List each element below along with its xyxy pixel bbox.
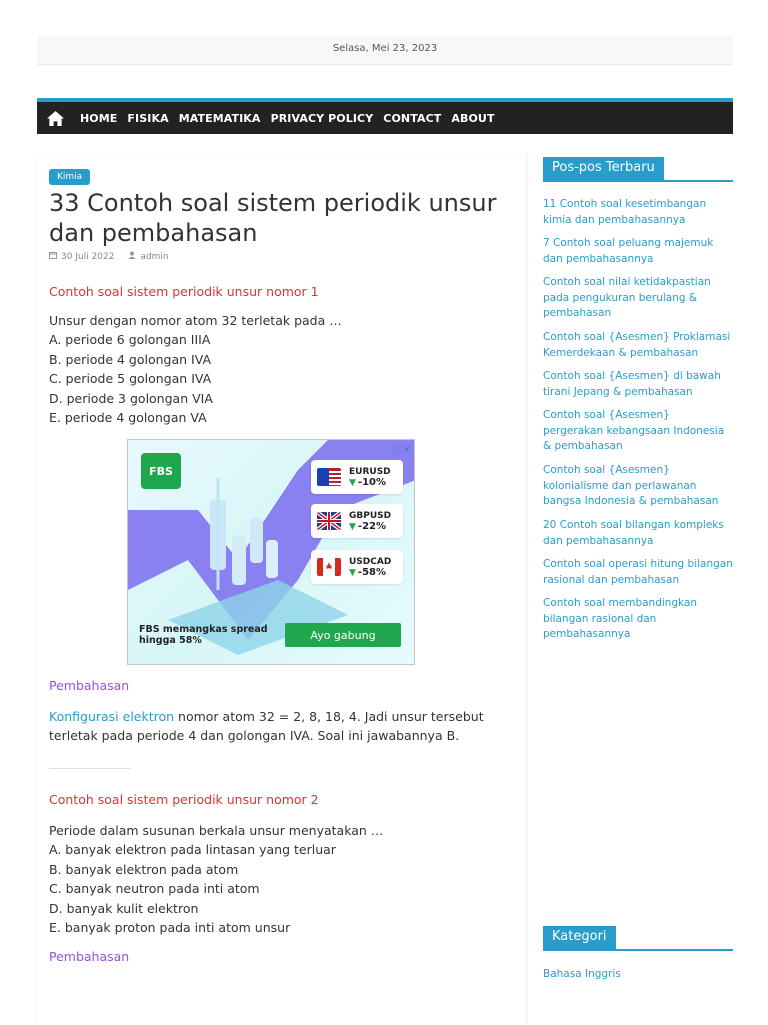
home-icon[interactable]: [38, 102, 72, 134]
question-2-option-d: D. banyak kulit elektron: [49, 900, 199, 916]
eu-us-flag-icon: [317, 468, 341, 486]
ad-footer-text: [139, 624, 268, 646]
pembahasan-1-text: [49, 707, 519, 746]
user-icon: [128, 251, 136, 262]
question-1-option-e: E. periode 4 golongan VA: [49, 410, 207, 426]
ad-cta-button[interactable]: Ayo gabung: [285, 623, 401, 647]
calendar-icon: [49, 251, 57, 262]
ticker-change: -10%: [357, 476, 387, 488]
category-link[interactable]: Bahasa Inggris: [543, 968, 621, 980]
ad-ticker-usdcad: [311, 550, 403, 584]
nav-fisika[interactable]: FISIKA: [127, 111, 169, 125]
recent-post-link[interactable]: Contoh soal {Asesmen} pergerakan kebangsaan Indonesia & pembahasan: [543, 409, 725, 452]
question-2-heading: Contoh soal sistem periodik unsur nomor 2: [49, 792, 319, 807]
article-meta: [49, 251, 173, 262]
ticker-change: -58%: [357, 566, 387, 578]
fbs-logo: FBS: [141, 453, 181, 489]
ticker-symbol: USDCAD: [349, 556, 392, 567]
kategori-title: Kategori: [543, 926, 616, 950]
down-arrow-icon: ▼: [349, 567, 356, 578]
recent-post-link[interactable]: Contoh soal {Asesmen} di bawah tirani Jepang & pembahasan: [543, 370, 721, 398]
canada-flag-icon: [317, 558, 341, 576]
nav-home[interactable]: HOME: [80, 111, 118, 125]
nav-privacy-policy[interactable]: PRIVACY POLICY: [270, 111, 374, 125]
recent-post-link[interactable]: 20 Contoh soal bilangan kompleks dan pembahasannya: [543, 519, 724, 547]
question-1-option-b: B. periode 4 golongan IVA: [49, 351, 212, 367]
question-2-option-a: A. banyak elektron pada lintasan yang terluar: [49, 842, 336, 858]
question-2-option-b: B. banyak elektron pada atom: [49, 861, 239, 877]
recent-post-link[interactable]: Contoh soal nilai ketidakpastian pada pengukuran berulang & pembahasan: [543, 276, 711, 319]
konfigurasi-elektron-link[interactable]: Konfigurasi elektron: [49, 709, 175, 724]
ad-ticker-gbpusd: [311, 504, 403, 538]
advertisement-banner[interactable]: [127, 439, 415, 665]
ticker-symbol: GBPUSD: [349, 510, 392, 521]
ticker-change: -22%: [357, 520, 387, 532]
article-title: 33 Contoh soal sistem periodik unsur dan pembahasan: [49, 189, 497, 247]
question-1-option-c: C. periode 5 golongan IVA: [49, 371, 212, 387]
nav-matematika[interactable]: MATEMATIKA: [178, 111, 261, 125]
question-1-option-d: D. periode 3 golongan VIA: [49, 390, 213, 406]
recent-post-link[interactable]: Contoh soal operasi hitung bilangan rasional dan pembahasan: [543, 558, 733, 586]
ticker-symbol: EURUSD: [349, 466, 391, 477]
recent-posts-widget-title: [543, 156, 733, 182]
question-1-stem: Unsur dengan nomor atom 32 terletak pada …: [49, 313, 342, 328]
down-arrow-icon: ▼: [349, 477, 356, 488]
uk-flag-icon: [317, 512, 341, 530]
recent-post-link[interactable]: Contoh soal {Asesmen} kolonialisme dan perlawanan bangsa Indonesia & pembahasan: [543, 464, 719, 507]
question-2-option-c: C. banyak neutron pada inti atom: [49, 881, 260, 897]
recent-posts-title: Pos-pos Terbaru: [543, 157, 664, 181]
category-badge[interactable]: Kimia: [49, 169, 90, 185]
top-date-bar: [37, 35, 733, 65]
post-date[interactable]: 30 Juli 2022: [61, 251, 115, 262]
kategori-widget-title: [543, 925, 733, 951]
recent-post-link[interactable]: Contoh soal membandingkan bilangan rasional dan pembahasannya: [543, 597, 698, 640]
ad-ticker-eurusd: [311, 460, 403, 494]
question-1-body: [49, 311, 519, 427]
pembahasan-1-answer: nomor atom 32 = 2, 8, 18, 4. Jadi unsur tersebut terletak pada periode 4 dan golongan IVA. Soal ini jawabannya B.: [49, 709, 484, 744]
nav-about[interactable]: ABOUT: [451, 111, 495, 125]
main-navigation: [37, 98, 733, 134]
recent-post-link[interactable]: 7 Contoh soal peluang majemuk dan pembahasannya: [543, 237, 714, 265]
section-divider: [49, 768, 131, 769]
current-date: Selasa, Mei 23, 2023: [332, 43, 438, 54]
ad-info-icon[interactable]: ⓘ✕: [392, 445, 411, 456]
recent-post-link[interactable]: 11 Contoh soal kesetimbangan kimia dan pembahasannya: [543, 198, 707, 226]
ad-footer-line-2: hingga 58%: [139, 635, 202, 646]
question-1-heading: Contoh soal sistem periodik unsur nomor 1: [49, 284, 319, 299]
down-arrow-icon: ▼: [349, 521, 356, 532]
post-author[interactable]: admin: [140, 251, 169, 262]
recent-post-link[interactable]: Contoh soal {Asesmen} Proklamasi Kemerdekaan & pembahasan: [543, 331, 731, 359]
question-2-body: [49, 821, 519, 937]
pembahasan-1-label: Pembahasan: [49, 678, 130, 693]
question-2-option-e: E. banyak proton pada inti atom unsur: [49, 920, 291, 936]
ad-footer-line-1: FBS memangkas spread: [139, 624, 268, 635]
question-1-option-a: A. periode 6 golongan IIIA: [49, 332, 211, 348]
nav-contact[interactable]: CONTACT: [383, 111, 442, 125]
pembahasan-2-label: Pembahasan: [49, 949, 130, 964]
question-2-stem: Periode dalam susunan berkala unsur menyatakan …: [49, 823, 384, 838]
article-container: [37, 155, 527, 1025]
